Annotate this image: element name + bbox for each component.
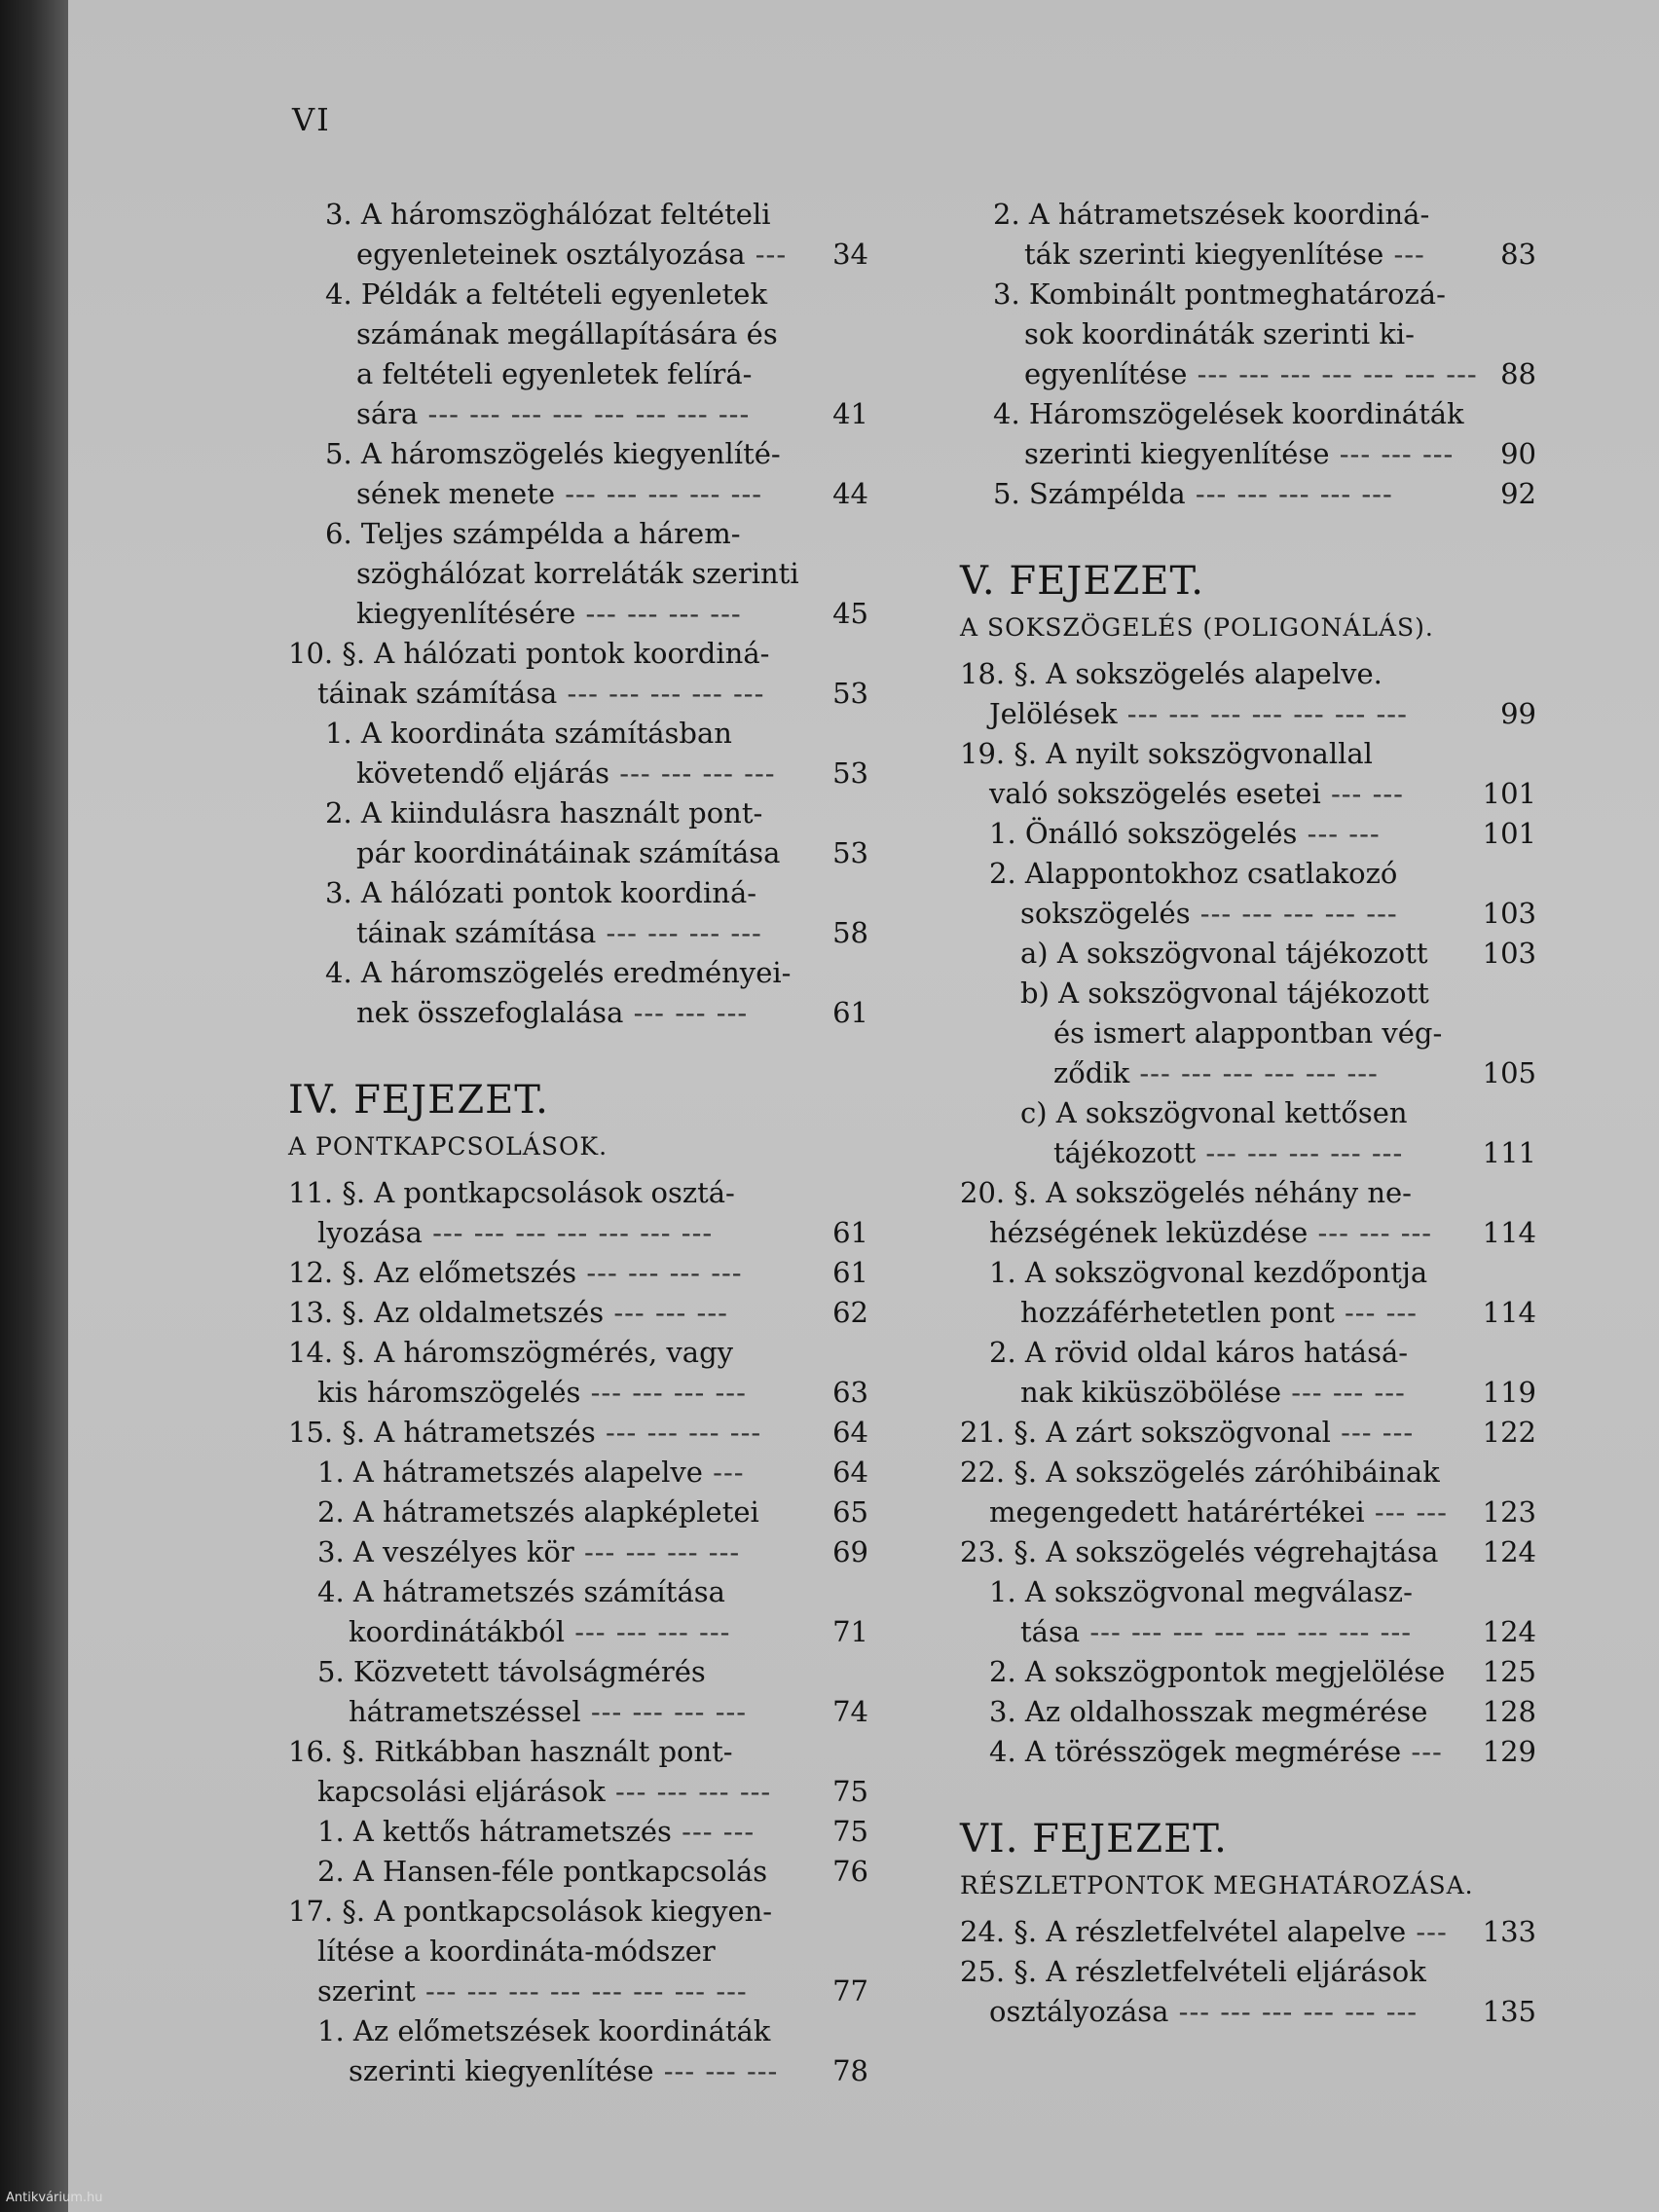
toc-entry bbox=[960, 354, 1536, 394]
toc-entry-leader: --- --- --- --- bbox=[564, 1615, 731, 1648]
toc-entry bbox=[960, 235, 1536, 275]
toc-entry-text: 24. §. A részletfelvétel alapelve --- bbox=[960, 1915, 1448, 1948]
toc-entry-page-number: 77 bbox=[832, 1974, 868, 2008]
toc-entry-text: 3. A háromszöghálózat feltételi bbox=[325, 198, 771, 231]
toc-entry-text: kiegyenlítésére --- --- --- --- bbox=[356, 597, 742, 630]
toc-entry-text: tájékozott --- --- --- --- --- bbox=[1053, 1136, 1404, 1169]
toc-entry-leader: --- --- --- --- bbox=[609, 756, 776, 790]
toc-entry bbox=[960, 814, 1536, 854]
toc-entry-leader: --- --- --- --- --- bbox=[1185, 477, 1393, 510]
toc-entry-leader: --- --- --- bbox=[1308, 1216, 1433, 1249]
toc-entry bbox=[288, 474, 868, 514]
toc-entry-text: 4. A törésszögek megmérése --- bbox=[989, 1735, 1443, 1768]
toc-entry-text: tása --- --- --- --- --- --- --- --- bbox=[1020, 1615, 1413, 1648]
toc-entry-text: 1. A sokszögvonal kezdőpontja bbox=[989, 1256, 1428, 1289]
toc-entry-page-number: 61 bbox=[832, 1256, 868, 1289]
toc-entry bbox=[288, 634, 868, 674]
toc-entry-text: 3. Az oldalhosszak megmérése bbox=[989, 1695, 1428, 1728]
toc-entry-page-number: 105 bbox=[1482, 1056, 1536, 1089]
toc-entry-leader: --- --- --- --- --- --- --- --- bbox=[1080, 1615, 1413, 1648]
toc-entry-text: hátrametszéssel --- --- --- --- bbox=[349, 1695, 748, 1728]
toc-entry bbox=[288, 434, 868, 474]
toc-entry-text: ződik --- --- --- --- --- --- bbox=[1053, 1056, 1379, 1089]
toc-entry-leader: --- --- --- bbox=[604, 1296, 728, 1329]
toc-entry bbox=[960, 974, 1536, 1014]
toc-entry bbox=[960, 1333, 1536, 1373]
toc-entry-leader: --- --- --- bbox=[653, 2054, 779, 2087]
toc-entry-text: szöghálózat korreláták szerinti bbox=[356, 557, 799, 590]
toc-entry-text: 5. Közvetett távolságmérés bbox=[317, 1655, 706, 1688]
toc-entry-page-number: 62 bbox=[832, 1296, 868, 1329]
toc-entry-text: a feltételi egyenletek felírá- bbox=[356, 357, 753, 390]
toc-entry-text: 2. A rövid oldal káros hatásá- bbox=[989, 1336, 1409, 1369]
chapter-v-title: V. FEJEZET. bbox=[960, 559, 1205, 604]
toc-entry-leader: --- --- --- --- bbox=[576, 1256, 743, 1289]
toc-entry-text: b) A sokszögvonal tájékozott bbox=[1020, 977, 1429, 1010]
toc-entry-leader: --- --- --- bbox=[1280, 1376, 1406, 1409]
toc-entry bbox=[960, 1652, 1536, 1692]
toc-entry-page-number: 75 bbox=[832, 1775, 868, 1808]
toc-entry-text: sok koordináták szerinti ki- bbox=[1024, 317, 1415, 350]
toc-entry-leader: --- --- bbox=[671, 1815, 756, 1848]
toc-entry-page-number: 124 bbox=[1482, 1615, 1536, 1648]
toc-entry-leader: --- --- bbox=[1364, 1495, 1448, 1529]
toc-entry-text: 19. §. A nyilt sokszögvonallal bbox=[960, 737, 1373, 770]
toc-entry-page-number: 64 bbox=[832, 1416, 868, 1449]
toc-entry-text: 2. A sokszögpontok megjelölése bbox=[989, 1655, 1446, 1688]
toc-entry-text: 15. §. A hátrametszés --- --- --- --- bbox=[288, 1416, 762, 1449]
toc-entry bbox=[960, 434, 1536, 474]
toc-left-column bbox=[288, 195, 868, 2091]
toc-entry-page-number: 119 bbox=[1482, 1376, 1536, 1409]
toc-entry-text: 5. A háromszögelés kiegyenlíté- bbox=[325, 437, 781, 470]
toc-entry bbox=[288, 1532, 868, 1572]
toc-entry-text: való sokszögelés esetei --- --- bbox=[989, 777, 1404, 810]
toc-entry bbox=[288, 1572, 868, 1612]
toc-entry-page-number: 103 bbox=[1482, 937, 1536, 970]
toc-entry-page-number: 101 bbox=[1482, 817, 1536, 850]
toc-entry-text: táinak számítása --- --- --- --- bbox=[356, 916, 762, 949]
toc-entry-text: 2. A hátrametszések koordiná- bbox=[993, 198, 1430, 231]
toc-entry bbox=[960, 774, 1536, 814]
toc-entry-text: 1. Az előmetszések koordináták bbox=[317, 2014, 771, 2047]
toc-entry-page-number: 128 bbox=[1482, 1695, 1536, 1728]
toc-entry-text: kis háromszögelés --- --- --- --- bbox=[317, 1376, 747, 1409]
toc-entry-page-number: 133 bbox=[1482, 1915, 1536, 1948]
toc-entry bbox=[288, 1812, 868, 1852]
toc-entry-leader: --- bbox=[745, 238, 788, 271]
toc-entry-page-number: 78 bbox=[832, 2054, 868, 2087]
toc-entry-page-number: 53 bbox=[832, 836, 868, 869]
toc-entry-leader: --- --- --- --- --- --- --- bbox=[1117, 697, 1408, 730]
toc-entry bbox=[960, 1093, 1536, 1133]
toc-entry bbox=[288, 1173, 868, 1213]
toc-entry-page-number: 75 bbox=[832, 1815, 868, 1848]
toc-entry-text: 12. §. Az előmetszés --- --- --- --- bbox=[288, 1256, 743, 1289]
toc-entry-leader: --- --- --- --- --- --- --- bbox=[422, 1216, 714, 1249]
toc-entry-text: 1. A koordináta számításban bbox=[325, 717, 732, 750]
toc-entry-text: 25. §. A részletfelvételi eljárások bbox=[960, 1955, 1426, 1988]
toc-entry-page-number: 74 bbox=[832, 1695, 868, 1728]
toc-entry bbox=[288, 993, 868, 1033]
toc-entry-leader: --- --- --- --- --- --- bbox=[1168, 1995, 1419, 2028]
toc-entry-page-number: 58 bbox=[832, 916, 868, 949]
watermark: Antikvárium.hu bbox=[6, 2191, 103, 2205]
toc-entry bbox=[960, 1014, 1536, 1053]
toc-entry bbox=[960, 1732, 1536, 1772]
toc-entry-leader: --- --- --- --- --- --- --- --- bbox=[415, 1974, 748, 2008]
toc-entry bbox=[288, 554, 868, 594]
toc-entry bbox=[288, 235, 868, 275]
toc-entry-text: 3. A veszélyes kör --- --- --- --- bbox=[317, 1535, 741, 1568]
toc-entry bbox=[960, 734, 1536, 774]
chapter-v-subtitle: A SOKSZÖGELÉS (POLIGONÁLÁS). bbox=[960, 613, 1434, 642]
toc-entry bbox=[960, 1692, 1536, 1732]
toc-entry-leader: --- --- --- --- bbox=[605, 1775, 772, 1808]
toc-entry-page-number: 63 bbox=[832, 1376, 868, 1409]
toc-entry-page-number: 103 bbox=[1482, 897, 1536, 930]
toc-entry-leader: --- bbox=[1383, 238, 1425, 271]
toc-entry-page-number: 53 bbox=[832, 756, 868, 790]
toc-entry bbox=[960, 195, 1536, 235]
page-number: VI bbox=[292, 101, 331, 138]
toc-entry bbox=[288, 953, 868, 993]
chapter-vi-title: VI. FEJEZET. bbox=[960, 1817, 1228, 1862]
toc-entry-page-number: 125 bbox=[1482, 1655, 1536, 1688]
toc-entry-text: 16. §. Ritkábban használt pont- bbox=[288, 1735, 733, 1768]
toc-entry-text: 1. A hátrametszés alapelve --- bbox=[317, 1456, 745, 1489]
toc-entry-text: 23. §. A sokszögelés végrehajtása bbox=[960, 1535, 1439, 1568]
toc-entry bbox=[288, 1732, 868, 1772]
toc-entry-leader: --- --- bbox=[1334, 1296, 1418, 1329]
toc-entry-text: és ismert alappontban vég- bbox=[1053, 1016, 1443, 1050]
toc-entry-text: a) A sokszögvonal tájékozott bbox=[1020, 937, 1428, 970]
toc-section-left-2 bbox=[288, 1173, 868, 2091]
toc-entry bbox=[288, 195, 868, 235]
toc-entry bbox=[960, 1532, 1536, 1572]
toc-entry-text: sokszögelés --- --- --- --- --- bbox=[1020, 897, 1398, 930]
toc-entry-text: osztályozása --- --- --- --- --- --- bbox=[989, 1995, 1419, 2028]
toc-entry-text: pár koordinátáinak számítása bbox=[356, 836, 781, 869]
toc-entry bbox=[960, 1612, 1536, 1652]
chapter-vi-subtitle: RÉSZLETPONTOK MEGHATÁROZÁSA. bbox=[960, 1871, 1474, 1899]
toc-entry-text: Jelölések --- --- --- --- --- --- --- bbox=[989, 697, 1408, 730]
toc-section-left-1 bbox=[288, 195, 868, 1033]
toc-entry-text: 21. §. A zárt sokszögvonal --- --- bbox=[960, 1416, 1415, 1449]
toc-entry bbox=[288, 913, 868, 953]
toc-entry-page-number: 69 bbox=[832, 1535, 868, 1568]
toc-entry-page-number: 53 bbox=[832, 677, 868, 710]
toc-entry bbox=[288, 594, 868, 634]
toc-entry bbox=[960, 1213, 1536, 1253]
toc-section-right-2 bbox=[960, 654, 1536, 1772]
toc-entry-text: 4. A hátrametszés számítása bbox=[317, 1575, 725, 1608]
toc-entry bbox=[288, 1892, 868, 1932]
toc-entry-page-number: 45 bbox=[832, 597, 868, 630]
toc-entry-text: lyozása --- --- --- --- --- --- --- bbox=[317, 1216, 714, 1249]
toc-entry bbox=[960, 1413, 1536, 1453]
toc-entry-page-number: 34 bbox=[832, 238, 868, 271]
toc-entry bbox=[288, 833, 868, 873]
toc-entry-text: sének menete --- --- --- --- --- bbox=[356, 477, 763, 510]
toc-entry bbox=[960, 275, 1536, 314]
toc-entry-page-number: 114 bbox=[1482, 1296, 1536, 1329]
toc-entry-page-number: 124 bbox=[1482, 1535, 1536, 1568]
toc-entry-page-number: 129 bbox=[1482, 1735, 1536, 1768]
toc-entry-page-number: 99 bbox=[1500, 697, 1536, 730]
toc-entry bbox=[288, 1972, 868, 2011]
toc-entry bbox=[288, 714, 868, 754]
toc-entry-leader: --- bbox=[1406, 1915, 1448, 1948]
book-binding-edge bbox=[0, 0, 68, 2212]
toc-entry-leader: --- --- bbox=[1320, 777, 1404, 810]
toc-entry bbox=[960, 1952, 1536, 1992]
toc-entry-text: 3. Kombinált pontmeghatározá- bbox=[993, 277, 1446, 311]
toc-entry bbox=[960, 1373, 1536, 1413]
toc-entry-leader: --- --- bbox=[1297, 817, 1381, 850]
toc-entry-text: koordinátákból --- --- --- --- bbox=[349, 1615, 731, 1648]
toc-entry-leader: --- --- bbox=[1330, 1416, 1415, 1449]
toc-entry-page-number: 90 bbox=[1500, 437, 1536, 470]
toc-entry bbox=[288, 1333, 868, 1373]
toc-entry-text: 4. Példák a feltételi egyenletek bbox=[325, 277, 768, 311]
toc-entry-text: megengedett határértékei --- --- bbox=[989, 1495, 1448, 1529]
toc-entry bbox=[960, 1293, 1536, 1333]
toc-entry-leader: --- --- --- --- --- bbox=[555, 477, 763, 510]
toc-entry bbox=[288, 394, 868, 434]
toc-entry bbox=[288, 1612, 868, 1652]
toc-entry-text: 1. Önálló sokszögelés --- --- bbox=[989, 817, 1381, 850]
toc-entry-text: 14. §. A háromszögmérés, vagy bbox=[288, 1336, 734, 1369]
toc-entry-text: 22. §. A sokszögelés záróhibáinak bbox=[960, 1456, 1440, 1489]
toc-entry-page-number: 64 bbox=[832, 1456, 868, 1489]
toc-entry bbox=[960, 1992, 1536, 2032]
toc-entry bbox=[960, 694, 1536, 734]
toc-entry bbox=[288, 514, 868, 554]
toc-entry-text: 1. A kettős hátrametszés --- --- bbox=[317, 1815, 756, 1848]
toc-entry-text: ták szerinti kiegyenlítése --- bbox=[1024, 238, 1425, 271]
toc-entry-text: egyenleteinek osztályozása --- bbox=[356, 238, 788, 271]
toc-entry bbox=[288, 2051, 868, 2091]
toc-entry-page-number: 65 bbox=[832, 1495, 868, 1529]
toc-entry bbox=[288, 1253, 868, 1293]
toc-entry-text: szerint --- --- --- --- --- --- --- --- bbox=[317, 1974, 748, 2008]
toc-entry-text: 3. A hálózati pontok koordiná- bbox=[325, 876, 757, 909]
toc-entry bbox=[960, 1253, 1536, 1293]
toc-entry bbox=[288, 1413, 868, 1453]
toc-entry-text: 13. §. Az oldalmetszés --- --- --- bbox=[288, 1296, 728, 1329]
toc-entry-leader: --- --- --- --- --- --- --- --- bbox=[418, 397, 751, 430]
toc-entry-text: 17. §. A pontkapcsolások kiegyen- bbox=[288, 1895, 773, 1928]
toc-entry-page-number: 83 bbox=[1500, 238, 1536, 271]
toc-entry-leader: --- --- --- --- bbox=[580, 1695, 748, 1728]
toc-entry bbox=[288, 1293, 868, 1333]
toc-entry-text: 5. Számpélda --- --- --- --- --- bbox=[993, 477, 1393, 510]
toc-entry-text: 2. A kiindulásra használt pont- bbox=[325, 796, 763, 830]
toc-entry bbox=[288, 1772, 868, 1812]
toc-entry bbox=[288, 1652, 868, 1692]
toc-entry bbox=[960, 474, 1536, 514]
toc-entry-text: 4. Háromszögelések koordináták bbox=[993, 397, 1464, 430]
toc-entry-page-number: 111 bbox=[1482, 1136, 1536, 1169]
toc-entry-page-number: 123 bbox=[1482, 1495, 1536, 1529]
toc-entry-leader: --- --- --- --- --- bbox=[557, 677, 765, 710]
toc-entry bbox=[288, 674, 868, 714]
toc-entry-text: egyenlítése --- --- --- --- --- --- --- bbox=[1024, 357, 1478, 390]
toc-entry-text: 2. Alappontokhoz csatlakozó bbox=[989, 857, 1398, 890]
toc-entry-text: számának megállapítására és bbox=[356, 317, 778, 350]
toc-entry-text: követendő eljárás --- --- --- --- bbox=[356, 756, 776, 790]
toc-entry bbox=[288, 873, 868, 913]
toc-entry-text: 11. §. A pontkapcsolások osztá- bbox=[288, 1176, 735, 1209]
toc-entry-text: 18. §. A sokszögelés alapelve. bbox=[960, 657, 1382, 690]
toc-entry bbox=[288, 1692, 868, 1732]
toc-entry bbox=[960, 1173, 1536, 1213]
toc-entry bbox=[288, 1453, 868, 1493]
toc-entry bbox=[960, 654, 1536, 694]
toc-entry-page-number: 71 bbox=[832, 1615, 868, 1648]
toc-entry bbox=[960, 1572, 1536, 1612]
toc-entry-text: sára --- --- --- --- --- --- --- --- bbox=[356, 397, 751, 430]
toc-entry-leader: --- --- --- --- --- --- --- bbox=[1187, 357, 1478, 390]
toc-entry-leader: --- --- --- --- bbox=[596, 916, 762, 949]
toc-entry bbox=[288, 314, 868, 354]
toc-entry-leader: --- bbox=[702, 1456, 745, 1489]
toc-entry bbox=[288, 1493, 868, 1532]
toc-entry-text: c) A sokszögvonal kettősen bbox=[1020, 1096, 1408, 1129]
toc-entry-page-number: 76 bbox=[832, 1855, 868, 1888]
toc-entry-leader: --- --- --- bbox=[623, 996, 749, 1029]
toc-entry bbox=[960, 1493, 1536, 1532]
toc-right-column bbox=[960, 195, 1536, 2032]
toc-entry bbox=[288, 754, 868, 793]
toc-entry bbox=[288, 275, 868, 314]
toc-entry-text: 20. §. A sokszögelés néhány ne- bbox=[960, 1176, 1412, 1209]
toc-entry bbox=[288, 1932, 868, 1972]
toc-entry-text: táinak számítása --- --- --- --- --- bbox=[317, 677, 765, 710]
toc-entry-page-number: 61 bbox=[832, 996, 868, 1029]
toc-entry-page-number: 44 bbox=[832, 477, 868, 510]
toc-entry-leader: --- bbox=[1401, 1735, 1443, 1768]
toc-entry bbox=[288, 1373, 868, 1413]
toc-entry bbox=[960, 1053, 1536, 1093]
toc-entry bbox=[960, 314, 1536, 354]
toc-entry-text: lítése a koordináta-módszer bbox=[317, 1935, 716, 1968]
toc-entry-leader: --- --- --- --- bbox=[575, 597, 742, 630]
toc-entry-text: szerinti kiegyenlítése --- --- --- bbox=[1024, 437, 1455, 470]
toc-entry-text: szerinti kiegyenlítése --- --- --- bbox=[349, 2054, 779, 2087]
toc-entry-text: 2. A Hansen-féle pontkapcsolás bbox=[317, 1855, 768, 1888]
toc-entry-text: hozzáférhetetlen pont --- --- bbox=[1020, 1296, 1418, 1329]
toc-entry-text: 4. A háromszögelés eredményei- bbox=[325, 956, 792, 989]
toc-entry-page-number: 61 bbox=[832, 1216, 868, 1249]
toc-entry-text: hézségének leküzdése --- --- --- bbox=[989, 1216, 1433, 1249]
toc-entry-text: 1. A sokszögvonal megválasz- bbox=[989, 1575, 1413, 1608]
toc-entry-text: 2. A hátrametszés alapképletei bbox=[317, 1495, 759, 1529]
chapter-iv-subtitle: A PONTKAPCSOLÁSOK. bbox=[288, 1132, 608, 1161]
toc-entry-leader: --- --- --- bbox=[1329, 437, 1455, 470]
toc-section-right-1 bbox=[960, 195, 1536, 514]
toc-entry bbox=[960, 934, 1536, 974]
toc-section-right-3 bbox=[960, 1912, 1536, 2032]
toc-entry-leader: --- --- --- --- --- bbox=[1190, 897, 1398, 930]
toc-entry bbox=[288, 1213, 868, 1253]
toc-entry-text: 6. Teljes számpélda a hárem- bbox=[325, 517, 741, 550]
toc-entry-page-number: 114 bbox=[1482, 1216, 1536, 1249]
toc-entry-page-number: 135 bbox=[1482, 1995, 1536, 2028]
toc-entry bbox=[960, 894, 1536, 934]
toc-entry-page-number: 122 bbox=[1482, 1416, 1536, 1449]
toc-entry bbox=[960, 394, 1536, 434]
toc-entry bbox=[288, 1852, 868, 1892]
toc-entry-page-number: 88 bbox=[1500, 357, 1536, 390]
toc-entry bbox=[960, 854, 1536, 894]
toc-entry-leader: --- --- --- --- --- bbox=[1196, 1136, 1404, 1169]
toc-entry-text: 10. §. A hálózati pontok koordiná- bbox=[288, 637, 770, 670]
toc-entry bbox=[288, 354, 868, 394]
toc-entry bbox=[960, 1912, 1536, 1952]
toc-entry-text: nek összefoglalása --- --- --- bbox=[356, 996, 749, 1029]
toc-entry-leader: --- --- --- --- bbox=[573, 1535, 741, 1568]
toc-entry-page-number: 101 bbox=[1482, 777, 1536, 810]
toc-entry-leader: --- --- --- --- bbox=[580, 1376, 747, 1409]
toc-entry-page-number: 92 bbox=[1500, 477, 1536, 510]
toc-entry-text: kapcsolási eljárások --- --- --- --- bbox=[317, 1775, 772, 1808]
toc-entry-leader: --- --- --- --- bbox=[595, 1416, 762, 1449]
toc-entry-leader: --- --- --- --- --- --- bbox=[1129, 1056, 1379, 1089]
toc-entry-text: nak kiküszöbölése --- --- --- bbox=[1020, 1376, 1406, 1409]
toc-entry-page-number: 41 bbox=[832, 397, 868, 430]
toc-entry bbox=[288, 2011, 868, 2051]
toc-entry bbox=[288, 793, 868, 833]
toc-entry bbox=[960, 1133, 1536, 1173]
toc-entry bbox=[960, 1453, 1536, 1493]
chapter-iv-title: IV. FEJEZET. bbox=[288, 1078, 549, 1123]
